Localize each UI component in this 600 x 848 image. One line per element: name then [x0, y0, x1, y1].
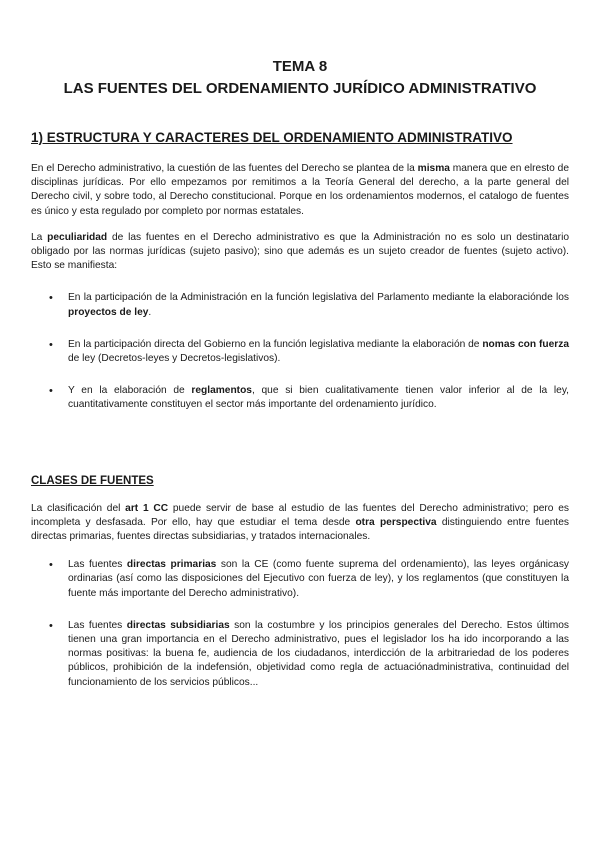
bullet-list-clases: [31, 558, 569, 690]
page-title: TEMA 8: [272, 58, 328, 75]
bullet-list-manifestaciones: [31, 291, 569, 412]
text-run: Las fuentes: [68, 619, 127, 631]
text-run: .: [148, 306, 152, 318]
bullet-icon: •: [49, 385, 53, 398]
text-run: La: [31, 231, 48, 243]
bold-text: proyectos de ley: [68, 306, 149, 318]
bold-text: nomas con fuerza: [482, 338, 569, 350]
bold-text: directas subsidiarias: [126, 619, 230, 631]
bullet-icon: •: [49, 619, 53, 632]
bold-text: art 1 CC: [125, 502, 169, 514]
text-run: de ley (Decretos-leyes y Decretos-legislativos).: [68, 353, 281, 365]
text-run: En la participación directa del Gobierno en la función legislativa mediante la elaboración de: [68, 338, 483, 350]
paragraph-intro: [31, 162, 569, 219]
list-item: [31, 338, 569, 366]
bold-text: reglamentos: [191, 385, 252, 397]
text-run: manera que en elresto de disciplinas jurídicas. Por ello empezamos por remitimos a la Teoría General del derecho, a la parte general del Derecho civil, y sobre todo, al Derecho constitucional. Porque en los ordenamientos modernos, el catalogo de fuentes es único y esta regulado por completo por normas estatales.: [31, 163, 569, 217]
paragraph-peculiaridad: [31, 231, 569, 274]
text-run: son la costumbre y los principios generales del Derecho. Estos últimos tienen una gran importancia en el Derecho administrativo, pues el legislador los ha ido incorporando a las normas positivas: la buena fe, audiencia de los ciudadanos, interdicción de la arbitrariedad de los poderes públicos, prohibición de la indefensión, objetividad como regla de actuaciónadministrativa, continuidad del funcionamiento de los servicios públicos...: [68, 619, 569, 688]
bold-text: misma: [417, 163, 450, 174]
title-block: [31, 0, 569, 99]
text-run: En el Derecho administrativo, la cuestión de las fuentes del Derecho se plantea de la: [31, 163, 418, 174]
bold-text: directas primarias: [126, 559, 217, 571]
bullet-icon: •: [49, 292, 53, 305]
text-run: Las fuentes: [68, 559, 127, 571]
bullet-icon: •: [49, 338, 53, 351]
section-heading-clases: CLASES DE FUENTES: [31, 474, 154, 487]
text-run: , que si bien cualitativamente tienen valor inferior al de la ley, cuantitativamente constituyen el sector más importante del ordenamiento jurídico.: [68, 385, 569, 411]
paragraph-clasificacion: [31, 502, 569, 545]
text-run: En la participación de la Administración en la función legislativa del Parlamento mediante la elaboraciónde los: [68, 292, 569, 304]
bullet-icon: •: [49, 559, 53, 572]
text-run: distinguiendo entre fuentes directas primarias, fuentes directas subsidiarias, y tratados internacionales.: [31, 516, 569, 543]
list-item: [31, 619, 569, 690]
text-run: puede servir de base al estudio de las fuentes del Derecho administrativo; pero es incompleta y desfasada. Por ello, hay que estudiar el tema desde: [31, 502, 569, 528]
list-item: [31, 291, 569, 319]
text-run: La clasificación del: [31, 502, 126, 514]
list-item: [31, 384, 569, 412]
bold-text: otra perspectiva: [355, 516, 437, 528]
list-item: [31, 558, 569, 601]
text-run: son la CE (como fuente suprema del ordenamiento), las leyes orgánicasy ordinarias (así como las disposiciones del Ejecutivo con fuerza de ley), y los reglamentos (que constituyen la fuente más importante del Derecho administrativo).: [68, 559, 570, 599]
section-heading-estructura: 1) ESTRUCTURA Y CARACTERES DEL ORDENAMIENTO ADMINISTRATIVO: [31, 130, 513, 145]
text-run: de las fuentes en el Derecho administrativo es que la Administración no es solo un destinatario obligado por las normas jurídicas (sujeto pasivo); sino que además es un sujeto creador de fuentes (sujeto activo). Esto se manifiesta:: [31, 231, 569, 272]
text-run: Y en la elaboración de: [68, 385, 192, 397]
page-subtitle: LAS FUENTES DEL ORDENAMIENTO JURÍDICO ADMINISTRATIVO: [63, 80, 537, 97]
bold-text: peculiaridad: [47, 231, 108, 243]
